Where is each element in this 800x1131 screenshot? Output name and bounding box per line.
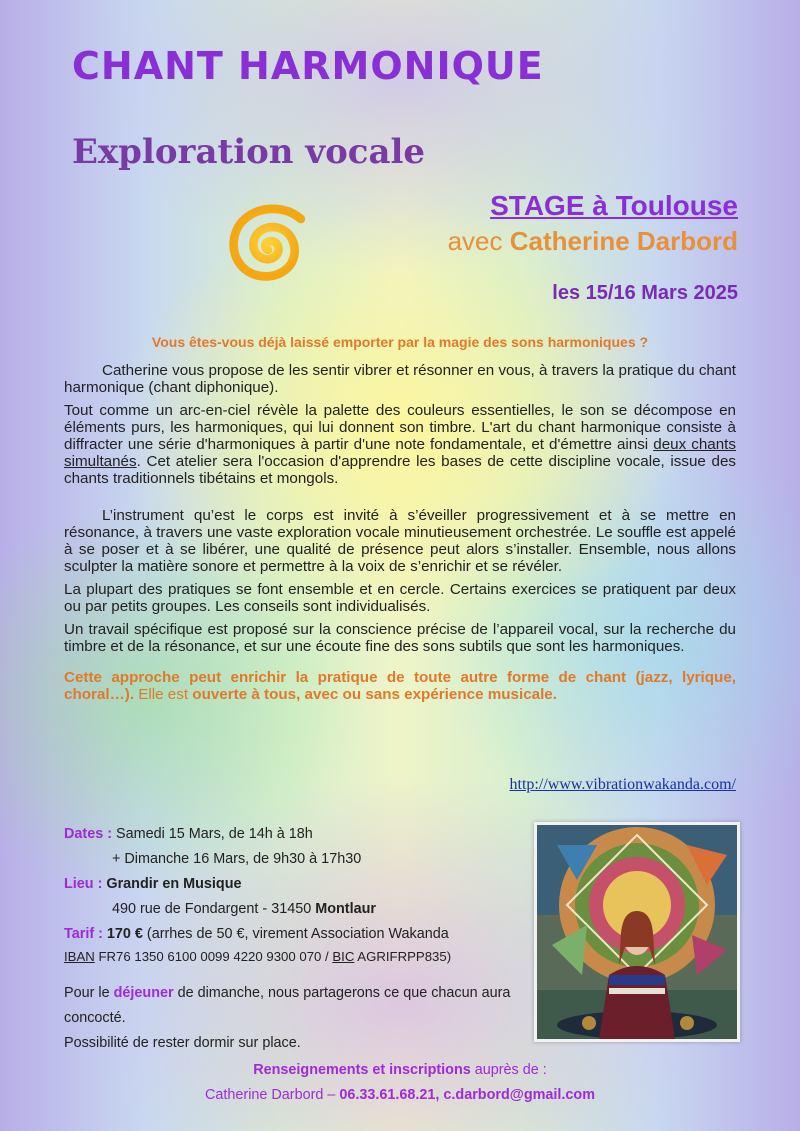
address-city: Montlaur: [315, 901, 376, 917]
lieu-label: Lieu :: [64, 876, 103, 892]
address-street: 490 rue de Fondargent - 31450: [112, 901, 316, 917]
practical-info: [64, 822, 534, 1056]
page-subtitle: Exploration vocale: [72, 132, 426, 172]
iban-row: [64, 947, 534, 967]
description: [64, 362, 736, 709]
tarif-row: [64, 922, 534, 947]
dates-day-1: Samedi 15 Mars, de 14h à 18h: [112, 826, 313, 842]
contact-heading-bold: Renseignements et inscriptions: [253, 1062, 471, 1078]
dates-day-2-hours: , de 9h30 à 17h30: [245, 851, 362, 867]
website-link[interactable]: http://www.vibrationwakanda.com/: [509, 776, 736, 793]
teacher-line: [448, 226, 738, 257]
address-row: [64, 897, 534, 922]
lieu-row: [64, 872, 534, 897]
closing-c: ouverte à tous, avec ou sans expérience musicale.: [192, 686, 557, 703]
contact-heading-rest: auprès de :: [470, 1062, 547, 1078]
tarif-details: (arrhes de 50 €, virement Association Wakanda: [142, 926, 449, 942]
sun-spiral-icon: [210, 190, 326, 306]
contact-phone-email[interactable]: 06.33.61.68.21, c.darbord@gmail.com: [339, 1087, 595, 1103]
closing-a: Cette approche peut enrichir la pratique de toute autre forme de chant (jazz, lyrique, choral…).: [64, 669, 736, 703]
dates-day-2: + Dimanche 16 Mars: [112, 851, 246, 867]
paragraph-5: Un travail spécifique est proposé sur la conscience précise de l’appareil vocal, sur la recherche du timbre et de la résonance, et sur une écoute fine des sons subtils que sont les harmoniques.: [64, 621, 736, 655]
contact-details: [0, 1087, 800, 1103]
paragraph-4: La plupart des pratiques se font ensemble et en cercle. Certains exercices se pratiquent par deux ou par petits groupes. Les conseils sont individualisés.: [64, 581, 736, 615]
stage-location: STAGE à Toulouse: [490, 190, 738, 221]
event-dates: les 15/16 Mars 2025: [552, 282, 738, 304]
photo-illustration: [537, 825, 737, 1039]
contact-heading: [0, 1062, 800, 1078]
contact-name: Catherine Darbord –: [205, 1087, 340, 1103]
lieu-name: Grandir en Musique: [102, 876, 242, 892]
sleep-row: Possibilité de rester dormir sur place.: [64, 1035, 301, 1051]
closing-b: Elle est: [134, 686, 193, 703]
lunch-word: déjeuner: [113, 985, 174, 1001]
avec-prefix: avec: [447, 226, 510, 256]
tarif-label: Tarif :: [64, 926, 103, 942]
paragraph-2: [64, 402, 736, 487]
bic-label: BIC: [332, 949, 355, 964]
paragraph-2-b: . Cet atelier sera l'occasion d'apprendre les bases de cette discipline vocale, issue des chants traditionnels tibétains et mongols.: [64, 453, 736, 487]
dates-row: [64, 822, 534, 847]
tarif-price: 170 €: [102, 926, 143, 942]
lunch-a: Pour le: [64, 985, 114, 1001]
paragraph-2-a: Tout comme un arc-en-ciel révèle la palette des couleurs essentielles, le son se décompose en éléments purs, les harmoniques, qui lui donnent son timbre. L'art du chant harmonique consiste à diffracter une série d'harmoniques à partir d'une note fondamentale, et d'émettre ainsi: [64, 402, 736, 453]
dates-label: Dates :: [64, 826, 112, 842]
bic-value: AGRIFRPP835): [354, 949, 452, 964]
lunch-row: [64, 981, 534, 1031]
teacher-name: Catherine Darbord: [509, 226, 738, 256]
paragraph-1: Catherine vous propose de les sentir vibrer et résonner en vous, à travers la pratique du chant harmonique (chant diphonique).: [64, 362, 736, 396]
singer-photo: [534, 822, 740, 1042]
iban-value: FR76 1350 6100 0099 4220 9300 070 /: [94, 949, 333, 964]
intro-question: Vous êtes-vous déjà laissé emporter par la magie des sons harmoniques ?: [151, 334, 649, 350]
iban-label: IBAN: [64, 949, 95, 964]
dates-row-2: [64, 847, 534, 872]
paragraph-3: L’instrument qu’est le corps est invité à s’éveiller progressivement et à se mettre en résonance, à travers une vaste exploration vocale minutieusement orchestrée. Le souffle est appelé à se poser et à se libérer, une qualité de présence peut alors s’installer. Ensemble, nous allons sculpter la matière sonore et permettre à la voix de s’enrichir et se révéler.: [64, 507, 736, 575]
paragraph-2-underlined: deux chants simultanés: [64, 436, 736, 470]
closing-paragraph: [64, 669, 736, 703]
lunch-b: de dimanche, nous partagerons ce que chacun aura concocté.: [64, 985, 511, 1026]
page-title: CHANT HARMONIQUE: [72, 44, 544, 88]
